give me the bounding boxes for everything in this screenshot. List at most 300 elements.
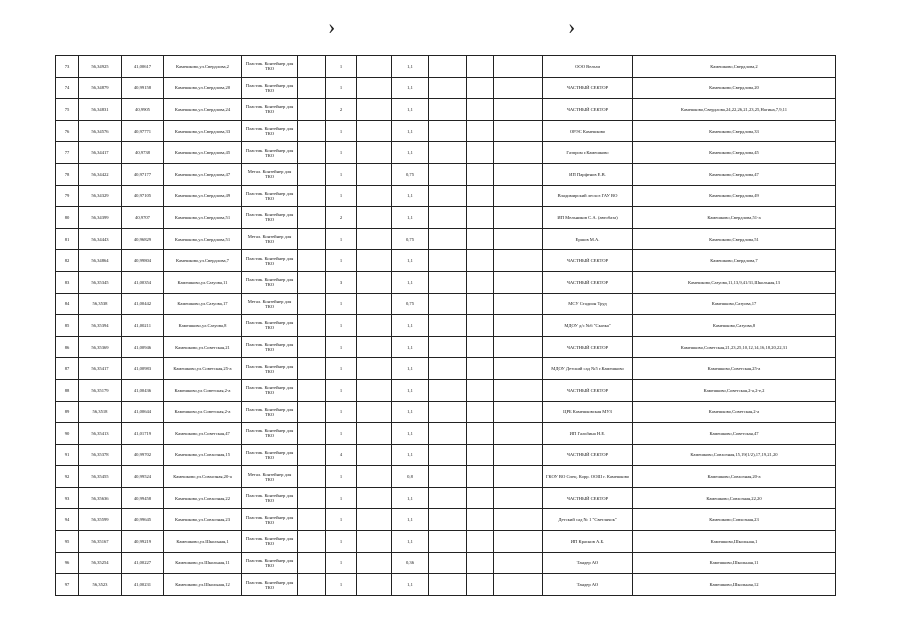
container-type-cell: Пластик. Контейнер для ТКО: [242, 444, 298, 466]
container-type-cell: Пластик. Контейнер для ТКО: [242, 56, 298, 78]
binder-hole-mark-left: ›: [328, 14, 336, 39]
container-type-cell: Пластик. Контейнер для ТКО: [242, 142, 298, 164]
container-count-cell: 1: [326, 466, 357, 488]
empty-cell: [298, 487, 326, 509]
empty-cell: [298, 163, 326, 185]
container-volume-cell: 1,1: [392, 379, 429, 401]
empty-cell: [429, 466, 467, 488]
table-body: [56, 56, 836, 596]
empty-cell: [494, 207, 543, 229]
longitude-cell: 41,00227: [122, 552, 164, 574]
empty-cell: [298, 99, 326, 121]
waste-generator-cell: ОРЭС Камешково: [543, 120, 633, 142]
empty-cell: [494, 250, 543, 272]
longitude-cell: 41,00354: [122, 271, 164, 293]
served-addresses-cell: Камешково,Свердлова,51-а: [633, 207, 836, 229]
empty-cell: [494, 401, 543, 423]
container-count-cell: 4: [326, 444, 357, 466]
address-cell: Камешково,ул.Сазуова,8: [164, 315, 242, 337]
container-count-cell: 1: [326, 423, 357, 445]
container-volume-cell: 1,1: [392, 315, 429, 337]
empty-cell: [298, 466, 326, 488]
address-cell: Камешково,ул.Сазуова,11: [164, 271, 242, 293]
latitude-cell: 56,35394: [79, 315, 122, 337]
served-addresses-cell: Камешково,Советская,21,23,25,10,12,14,16,18,20,22,31: [633, 336, 836, 358]
row-number-cell: 86: [56, 336, 79, 358]
empty-cell: [467, 271, 494, 293]
waste-generator-cell: ЧАСТНЫЙ СЕКТОР: [543, 336, 633, 358]
container-count-cell: 1: [326, 336, 357, 358]
empty-cell: [357, 336, 392, 358]
row-number-cell: 94: [56, 509, 79, 531]
empty-cell: [494, 142, 543, 164]
empty-cell: [494, 293, 543, 315]
container-type-cell: Пластик. Контейнер для ТКО: [242, 99, 298, 121]
latitude-cell: 56,34864: [79, 250, 122, 272]
served-addresses-cell: Камешково,Сазуова,17: [633, 293, 836, 315]
served-addresses-cell: Камешково,Свердлова,24,22,26,21,23,25,Нагина,7,9,11: [633, 99, 836, 121]
waste-generator-cell: ИП Краснов А.Б.: [543, 531, 633, 553]
container-volume-cell: 1,1: [392, 509, 429, 531]
empty-cell: [467, 487, 494, 509]
container-volume-cell: 0,75: [392, 228, 429, 250]
empty-cell: [467, 466, 494, 488]
binder-hole-mark-right: ›: [568, 14, 576, 39]
longitude-cell: 40,99645: [122, 509, 164, 531]
longitude-cell: 40,97105: [122, 185, 164, 207]
address-cell: Камешково,ул.Школьная,12: [164, 574, 242, 596]
container-type-cell: Пластик. Контейнер для ТКО: [242, 509, 298, 531]
container-type-cell: Пластик. Контейнер для ТКО: [242, 271, 298, 293]
longitude-cell: 41,00644: [122, 401, 164, 423]
empty-cell: [298, 531, 326, 553]
container-volume-cell: 1,1: [392, 142, 429, 164]
latitude-cell: 56,35167: [79, 531, 122, 553]
address-cell: Камешково,ул.Советская,21: [164, 336, 242, 358]
container-type-cell: Пластик. Контейнер для ТКО: [242, 207, 298, 229]
container-volume-cell: 1,1: [392, 574, 429, 596]
container-count-cell: 1: [326, 120, 357, 142]
row-number-cell: 77: [56, 142, 79, 164]
empty-cell: [494, 552, 543, 574]
empty-cell: [298, 379, 326, 401]
row-number-cell: 75: [56, 99, 79, 121]
empty-cell: [467, 293, 494, 315]
longitude-cell: 40,99524: [122, 466, 164, 488]
empty-cell: [494, 228, 543, 250]
empty-cell: [429, 487, 467, 509]
longitude-cell: 41,00983: [122, 358, 164, 380]
latitude-cell: 56,3523: [79, 574, 122, 596]
row-number-cell: 73: [56, 56, 79, 78]
waste-generator-cell: ИП Парфенов Е.В.: [543, 163, 633, 185]
empty-cell: [494, 185, 543, 207]
table-row: [56, 185, 836, 207]
address-cell: Камешково,ул.Свердлова,24: [164, 99, 242, 121]
empty-cell: [429, 552, 467, 574]
container-type-cell: Пластик. Контейнер для ТКО: [242, 574, 298, 596]
address-cell: Камешково,ул.Сазуова,17: [164, 293, 242, 315]
empty-cell: [494, 336, 543, 358]
latitude-cell: 56,34417: [79, 142, 122, 164]
empty-cell: [298, 77, 326, 99]
empty-cell: [357, 163, 392, 185]
container-volume-cell: 1,1: [392, 56, 429, 78]
address-cell: Камешково,ул.Совхозная,22: [164, 487, 242, 509]
address-cell: Камешково,ул.Совхозная,23: [164, 509, 242, 531]
empty-cell: [494, 466, 543, 488]
row-number-cell: 95: [56, 531, 79, 553]
table-row: [56, 271, 836, 293]
empty-cell: [429, 142, 467, 164]
longitude-cell: 40,99458: [122, 487, 164, 509]
table-row: [56, 77, 836, 99]
empty-cell: [298, 142, 326, 164]
latitude-cell: 56,35636: [79, 487, 122, 509]
container-volume-cell: 0,36: [392, 552, 429, 574]
latitude-cell: 56,34925: [79, 56, 122, 78]
latitude-cell: 56,35417: [79, 358, 122, 380]
longitude-cell: 40,97771: [122, 120, 164, 142]
row-number-cell: 97: [56, 574, 79, 596]
container-type-cell: Пластик. Контейнер для ТКО: [242, 401, 298, 423]
empty-cell: [298, 358, 326, 380]
empty-cell: [357, 401, 392, 423]
container-count-cell: 1: [326, 401, 357, 423]
served-addresses-cell: Камешково,Свердлова,51: [633, 228, 836, 250]
empty-cell: [429, 250, 467, 272]
empty-cell: [298, 401, 326, 423]
empty-cell: [494, 271, 543, 293]
container-type-cell: Метал. Контейнер для ТКО: [242, 293, 298, 315]
container-count-cell: 1: [326, 509, 357, 531]
table-row: [56, 509, 836, 531]
longitude-cell: 41,00617: [122, 56, 164, 78]
waste-generator-cell: ЧАСТНЫЙ СЕКТОР: [543, 487, 633, 509]
empty-cell: [298, 315, 326, 337]
empty-cell: [357, 271, 392, 293]
served-addresses-cell: Камешково,Свердлова,49: [633, 185, 836, 207]
row-number-cell: 92: [56, 466, 79, 488]
served-addresses-cell: Камешково,Школьная,1: [633, 531, 836, 553]
latitude-cell: 56,35455: [79, 466, 122, 488]
address-cell: Камешково,ул.Школьная,1: [164, 531, 242, 553]
empty-cell: [467, 444, 494, 466]
empty-cell: [429, 271, 467, 293]
served-addresses-cell: Камешково,Совхозная,20-а: [633, 466, 836, 488]
waste-generator-cell: ЧАСТНЫЙ СЕКТОР: [543, 379, 633, 401]
waste-generator-cell: Тандер АО: [543, 574, 633, 596]
empty-cell: [494, 487, 543, 509]
empty-cell: [357, 293, 392, 315]
container-volume-cell: 0,75: [392, 293, 429, 315]
empty-cell: [494, 315, 543, 337]
empty-cell: [494, 444, 543, 466]
empty-cell: [298, 552, 326, 574]
empty-cell: [357, 531, 392, 553]
table-row: [56, 574, 836, 596]
empty-cell: [467, 163, 494, 185]
container-count-cell: 2: [326, 99, 357, 121]
container-count-cell: 1: [326, 531, 357, 553]
waste-generator-cell: ГКОУ ВО Спец. Корр. ООШ г. Камешково: [543, 466, 633, 488]
container-count-cell: 1: [326, 358, 357, 380]
empty-cell: [429, 509, 467, 531]
container-volume-cell: 1,1: [392, 99, 429, 121]
empty-cell: [467, 509, 494, 531]
empty-cell: [357, 379, 392, 401]
empty-cell: [494, 56, 543, 78]
empty-cell: [467, 77, 494, 99]
container-volume-cell: 1,1: [392, 271, 429, 293]
latitude-cell: 56,35254: [79, 552, 122, 574]
empty-cell: [298, 56, 326, 78]
longitude-cell: 41,01719: [122, 423, 164, 445]
container-type-cell: Пластик. Контейнер для ТКО: [242, 487, 298, 509]
served-addresses-cell: Камешково,Совхозная,15,19(1/2),17,19,21,20: [633, 444, 836, 466]
empty-cell: [494, 574, 543, 596]
empty-cell: [467, 250, 494, 272]
empty-cell: [357, 358, 392, 380]
waste-generator-cell: Тандер АО: [543, 552, 633, 574]
waste-generator-cell: Владимирский лесхоз ГАУ ВО: [543, 185, 633, 207]
table-row: [56, 401, 836, 423]
address-cell: Камешково,ул.Советская,25-а: [164, 358, 242, 380]
empty-cell: [298, 574, 326, 596]
row-number-cell: 96: [56, 552, 79, 574]
table-row: [56, 315, 836, 337]
empty-cell: [298, 444, 326, 466]
container-count-cell: 1: [326, 185, 357, 207]
waste-generator-cell: Детский сад № 1 "Светлячок": [543, 509, 633, 531]
longitude-cell: 40,9738: [122, 142, 164, 164]
served-addresses-cell: Камешково,Свердлова,33: [633, 120, 836, 142]
waste-generator-cell: ЦРБ Камешковская МУЗ: [543, 401, 633, 423]
waste-generator-cell: ООО Вельзи: [543, 56, 633, 78]
container-volume-cell: 0,8: [392, 466, 429, 488]
latitude-cell: 56,35413: [79, 423, 122, 445]
longitude-cell: 40,99158: [122, 77, 164, 99]
served-addresses-cell: Камешково,Совхозная,23: [633, 509, 836, 531]
waste-generator-cell: Газпром г.Камешково: [543, 142, 633, 164]
container-volume-cell: 1,1: [392, 358, 429, 380]
container-count-cell: 1: [326, 228, 357, 250]
address-cell: Камешково,ул.Свердлова,33: [164, 120, 242, 142]
empty-cell: [494, 163, 543, 185]
container-count-cell: 1: [326, 163, 357, 185]
empty-cell: [467, 552, 494, 574]
empty-cell: [357, 552, 392, 574]
latitude-cell: 56,34329: [79, 185, 122, 207]
served-addresses-cell: Камешково,Школьная,12: [633, 574, 836, 596]
empty-cell: [357, 185, 392, 207]
empty-cell: [429, 444, 467, 466]
longitude-cell: 40,9905: [122, 99, 164, 121]
table-row: [56, 531, 836, 553]
container-volume-cell: 1,1: [392, 336, 429, 358]
empty-cell: [494, 99, 543, 121]
row-number-cell: 85: [56, 315, 79, 337]
empty-cell: [494, 423, 543, 445]
empty-cell: [429, 293, 467, 315]
row-number-cell: 84: [56, 293, 79, 315]
row-number-cell: 83: [56, 271, 79, 293]
served-addresses-cell: Камешково,Свердлова,45: [633, 142, 836, 164]
empty-cell: [467, 358, 494, 380]
served-addresses-cell: Камешково,Совхозная,22,20: [633, 487, 836, 509]
container-type-cell: Пластик. Контейнер для ТКО: [242, 423, 298, 445]
waste-generator-cell: МДОУ Детский сад №5 г.Камешково: [543, 358, 633, 380]
row-number-cell: 76: [56, 120, 79, 142]
latitude-cell: 56,35179: [79, 379, 122, 401]
empty-cell: [357, 228, 392, 250]
row-number-cell: 80: [56, 207, 79, 229]
empty-cell: [467, 207, 494, 229]
empty-cell: [467, 423, 494, 445]
empty-cell: [494, 77, 543, 99]
container-type-cell: Пластик. Контейнер для ТКО: [242, 185, 298, 207]
address-cell: Камешково,ул.Свердлова,47: [164, 163, 242, 185]
empty-cell: [429, 77, 467, 99]
address-cell: Камешково,ул.Совхозная,20-а: [164, 466, 242, 488]
row-number-cell: 87: [56, 358, 79, 380]
container-volume-cell: 1,1: [392, 250, 429, 272]
row-number-cell: 91: [56, 444, 79, 466]
empty-cell: [357, 466, 392, 488]
container-count-cell: 1: [326, 574, 357, 596]
address-cell: Камешково,ул.Советская,2-а: [164, 379, 242, 401]
latitude-cell: 56,34422: [79, 163, 122, 185]
table-row: [56, 444, 836, 466]
empty-cell: [429, 531, 467, 553]
container-count-cell: 1: [326, 77, 357, 99]
container-count-cell: 1: [326, 142, 357, 164]
address-cell: Камешково,ул.Свердлова,7: [164, 250, 242, 272]
container-count-cell: 1: [326, 56, 357, 78]
address-cell: Камешково,ул.Свердлова,20: [164, 77, 242, 99]
empty-cell: [494, 531, 543, 553]
table-row: [56, 99, 836, 121]
empty-cell: [494, 509, 543, 531]
empty-cell: [467, 401, 494, 423]
row-number-cell: 89: [56, 401, 79, 423]
empty-cell: [467, 379, 494, 401]
empty-cell: [467, 120, 494, 142]
waste-generator-cell: ЧАСТНЫЙ СЕКТОР: [543, 444, 633, 466]
address-cell: Камешково,ул.Свердлова,51: [164, 228, 242, 250]
latitude-cell: 56,35378: [79, 444, 122, 466]
empty-cell: [467, 531, 494, 553]
container-count-cell: 1: [326, 315, 357, 337]
container-count-cell: 1: [326, 552, 357, 574]
container-type-cell: Метал. Контейнер для ТКО: [242, 466, 298, 488]
empty-cell: [357, 207, 392, 229]
longitude-cell: 40,96829: [122, 228, 164, 250]
container-type-cell: Пластик. Контейнер для ТКО: [242, 336, 298, 358]
empty-cell: [357, 77, 392, 99]
empty-cell: [467, 574, 494, 596]
served-addresses-cell: Камешково,Школьная,11: [633, 552, 836, 574]
served-addresses-cell: Камешково,Свердлова,47: [633, 163, 836, 185]
waste-generator-cell: МДОУ д/с №6 "Сказка": [543, 315, 633, 337]
waste-generator-cell: ЧАСТНЫЙ СЕКТОР: [543, 99, 633, 121]
container-volume-cell: 1,1: [392, 401, 429, 423]
waste-generator-cell: МСУ Стадион Труд: [543, 293, 633, 315]
latitude-cell: 56,34831: [79, 99, 122, 121]
container-type-cell: Пластик. Контейнер для ТКО: [242, 358, 298, 380]
container-type-cell: Пластик. Контейнер для ТКО: [242, 120, 298, 142]
latitude-cell: 56,3518: [79, 401, 122, 423]
empty-cell: [494, 358, 543, 380]
served-addresses-cell: Камешково,Свердлова,2: [633, 56, 836, 78]
latitude-cell: 56,34576: [79, 120, 122, 142]
container-site-register-table: [55, 55, 836, 596]
latitude-cell: 56,3538: [79, 293, 122, 315]
container-type-cell: Метал. Контейнер для ТКО: [242, 228, 298, 250]
table-row: [56, 487, 836, 509]
longitude-cell: 41,00436: [122, 379, 164, 401]
longitude-cell: 41,00211: [122, 315, 164, 337]
table-row: [56, 466, 836, 488]
address-cell: Камешково,ул.Советская,2-а: [164, 401, 242, 423]
container-volume-cell: 1,1: [392, 444, 429, 466]
table-row: [56, 379, 836, 401]
longitude-cell: 41,00231: [122, 574, 164, 596]
container-type-cell: Пластик. Контейнер для ТКО: [242, 250, 298, 272]
longitude-cell: 40,97177: [122, 163, 164, 185]
address-cell: Камешково,ул.Советская,47: [164, 423, 242, 445]
empty-cell: [467, 185, 494, 207]
empty-cell: [357, 315, 392, 337]
waste-generator-cell: ЧАСТНЫЙ СЕКТОР: [543, 271, 633, 293]
empty-cell: [357, 250, 392, 272]
empty-cell: [357, 509, 392, 531]
table-row: [56, 207, 836, 229]
empty-cell: [467, 228, 494, 250]
address-cell: Камешково,ул.Школьная,11: [164, 552, 242, 574]
latitude-cell: 56,34879: [79, 77, 122, 99]
row-number-cell: 82: [56, 250, 79, 272]
address-cell: Камешково,ул.Свердлова,51: [164, 207, 242, 229]
served-addresses-cell: Камешково,Сазуова,11,13,9,41/31,Школьная,13: [633, 271, 836, 293]
empty-cell: [357, 444, 392, 466]
row-number-cell: 93: [56, 487, 79, 509]
table-row: [56, 56, 836, 78]
container-type-cell: Пластик. Контейнер для ТКО: [242, 77, 298, 99]
container-count-cell: 2: [326, 207, 357, 229]
container-count-cell: 1: [326, 250, 357, 272]
served-addresses-cell: Камешково,Советская,25-а: [633, 358, 836, 380]
row-number-cell: 90: [56, 423, 79, 445]
empty-cell: [357, 574, 392, 596]
empty-cell: [429, 336, 467, 358]
container-volume-cell: 1,1: [392, 207, 429, 229]
empty-cell: [429, 228, 467, 250]
served-addresses-cell: Камешково,Советская,47: [633, 423, 836, 445]
longitude-cell: 40,9707: [122, 207, 164, 229]
latitude-cell: 56,35369: [79, 336, 122, 358]
container-count-cell: 1: [326, 379, 357, 401]
empty-cell: [429, 401, 467, 423]
longitude-cell: 41,00946: [122, 336, 164, 358]
empty-cell: [494, 120, 543, 142]
waste-generator-cell: ЧАСТНЫЙ СЕКТОР: [543, 250, 633, 272]
container-count-cell: 1: [326, 293, 357, 315]
container-count-cell: 3: [326, 271, 357, 293]
empty-cell: [429, 315, 467, 337]
container-volume-cell: 1,1: [392, 531, 429, 553]
container-type-cell: Пластик. Контейнер для ТКО: [242, 531, 298, 553]
